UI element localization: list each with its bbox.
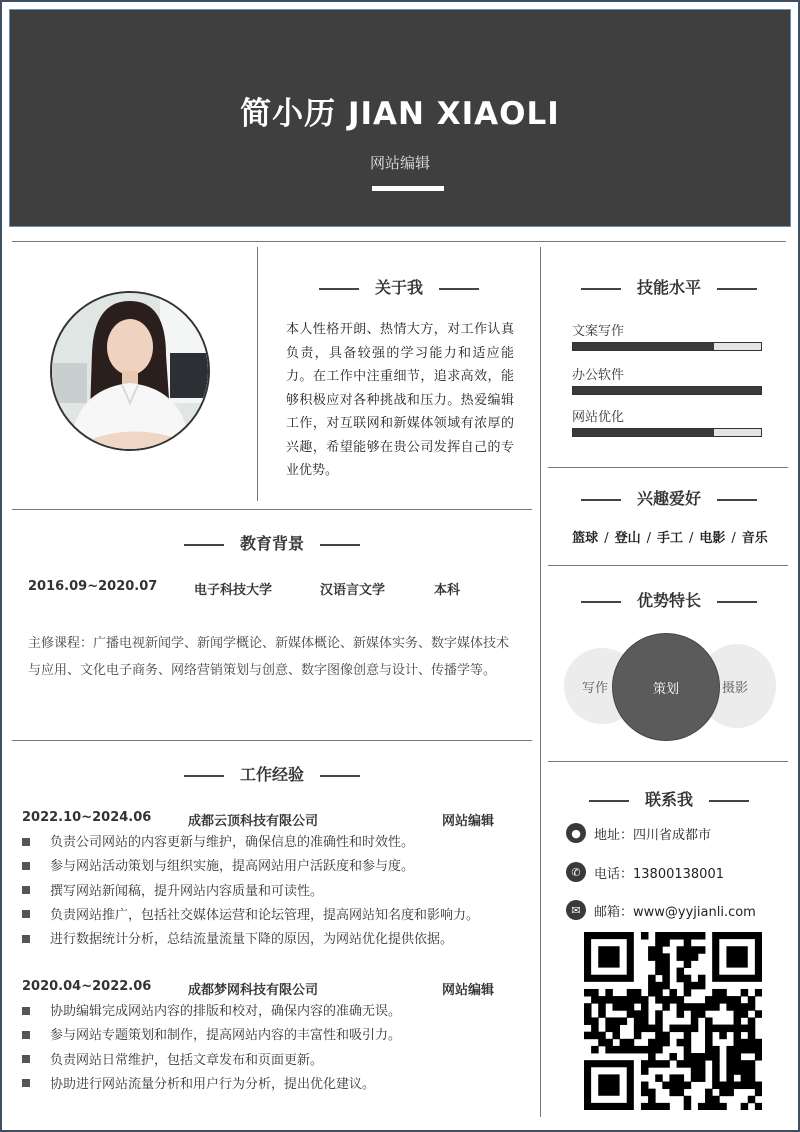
duty-text: 协助进行网站流量分析和用户行为分析，提出优化建议。 bbox=[50, 1076, 376, 1092]
skills-section-title: 技能水平 bbox=[541, 275, 797, 298]
avatar bbox=[50, 291, 210, 451]
qr-code bbox=[584, 932, 762, 1110]
contact-address bbox=[566, 823, 711, 843]
duty-text: 协助编辑完成网站内容的排版和校对，确保内容的准确无误。 bbox=[50, 1004, 402, 1019]
strength-circle-center: 策划 bbox=[612, 633, 720, 741]
divider bbox=[548, 565, 788, 566]
skill-bar-fill bbox=[573, 343, 714, 350]
bullet-icon bbox=[22, 862, 30, 870]
hobby-item: 篮球 bbox=[572, 531, 599, 546]
bullet-icon bbox=[22, 886, 30, 894]
strengths-section-title: 优势特长 bbox=[541, 588, 797, 611]
header-underline bbox=[372, 186, 444, 191]
education-period: 2016.09~2020.07 bbox=[28, 579, 158, 594]
job-1-duties bbox=[22, 831, 522, 952]
skill-label: 文案写作 bbox=[572, 324, 625, 339]
phone-text: 电话：13800138001 bbox=[594, 866, 724, 882]
bullet-icon bbox=[22, 1079, 30, 1087]
divider bbox=[548, 467, 788, 468]
skill-bar-fill bbox=[573, 429, 714, 436]
bullet-icon bbox=[22, 1007, 30, 1015]
hobby-item: 音乐 bbox=[741, 531, 768, 546]
skill-bar bbox=[572, 428, 762, 437]
skill-bar bbox=[572, 342, 762, 351]
bullet-icon bbox=[22, 838, 30, 846]
job-1-position: 网站编辑 bbox=[442, 814, 495, 829]
skill-item bbox=[572, 406, 762, 437]
address-text: 地址：四川省成都市 bbox=[594, 827, 712, 843]
skill-bar bbox=[572, 386, 762, 395]
candidate-name: 简小历 JIAN XIAOLI bbox=[240, 96, 560, 132]
mail-icon: ✉ bbox=[566, 900, 586, 920]
duty-text: 负责网站日常维护，包括文章发布和页面更新。 bbox=[50, 1052, 324, 1068]
duty-item bbox=[22, 831, 522, 855]
skill-item bbox=[572, 320, 762, 351]
email-text: 邮箱：www@yyjianli.com bbox=[594, 904, 756, 920]
skill-item bbox=[572, 364, 762, 395]
duty-text: 撰写网站新闻稿，提升网站内容质量和可读性。 bbox=[50, 883, 324, 899]
hobby-separator: / bbox=[731, 531, 736, 546]
hobby-separator: / bbox=[689, 531, 694, 546]
job-2-position: 网站编辑 bbox=[442, 983, 495, 998]
duty-text: 负责公司网站的内容更新与维护，确保信息的准确性和时效性。 bbox=[50, 835, 415, 850]
hobbies-section-title: 兴趣爱好 bbox=[541, 486, 797, 509]
bullet-icon bbox=[22, 910, 30, 918]
duty-text: 参与网站专题策划和制作，提高网站内容的丰富性和吸引力。 bbox=[50, 1028, 402, 1044]
duty-item bbox=[22, 904, 522, 928]
contact-email bbox=[566, 900, 756, 920]
education-section-title: 教育背景 bbox=[12, 531, 532, 554]
hobby-item: 登山 bbox=[614, 531, 641, 546]
duty-item bbox=[22, 1024, 522, 1048]
strength-circle-right: 摄影 bbox=[698, 644, 776, 728]
phone-icon: ✆ bbox=[566, 862, 586, 882]
portrait-illustration bbox=[52, 293, 208, 449]
contact-phone bbox=[566, 862, 724, 882]
contact-section-title: 联系我 bbox=[541, 787, 797, 810]
duty-text: 参与网站活动策划与组织实施，提高网站用户活跃度和参与度。 bbox=[50, 859, 415, 875]
about-section-title: 关于我 bbox=[258, 275, 540, 298]
job-1-period: 2022.10~2024.06 bbox=[22, 810, 152, 825]
strength-circle-left: 写作 bbox=[564, 648, 640, 724]
bullet-icon bbox=[22, 1055, 30, 1063]
duty-item bbox=[22, 1073, 522, 1097]
divider bbox=[12, 241, 786, 242]
job-title: 网站编辑 bbox=[369, 154, 430, 172]
resume-header bbox=[9, 9, 791, 227]
duty-item bbox=[22, 880, 522, 904]
duty-text: 进行数据统计分析，总结流量流量下降的原因，为网站优化提供依据。 bbox=[50, 932, 454, 948]
job-2-period: 2020.04~2022.06 bbox=[22, 979, 152, 994]
skill-bar-fill bbox=[573, 387, 761, 394]
education-courses: 主修课程：广播电视新闻学、新闻学概论、新媒体概论、新媒体实务、数字媒体技术与应用、文化电子商务、网络营销策划与创意、数字图像创意与设计、传播学等。 bbox=[28, 636, 510, 678]
duty-item bbox=[22, 1000, 522, 1024]
divider bbox=[540, 247, 541, 1117]
bullet-icon bbox=[22, 935, 30, 943]
divider bbox=[548, 761, 788, 762]
education-degree: 本科 bbox=[434, 583, 461, 598]
bullet-icon bbox=[22, 1031, 30, 1039]
education-major: 汉语言文学 bbox=[320, 583, 386, 598]
job-1-company: 成都云顶科技有限公司 bbox=[188, 814, 319, 829]
duty-item bbox=[22, 1049, 522, 1073]
education-school: 电子科技大学 bbox=[194, 583, 273, 598]
skill-label: 办公软件 bbox=[572, 368, 625, 383]
skill-label: 网站优化 bbox=[572, 410, 625, 425]
hobby-separator: / bbox=[646, 531, 651, 546]
location-icon: ● bbox=[566, 823, 586, 843]
duty-item bbox=[22, 855, 522, 879]
divider bbox=[12, 740, 532, 741]
about-text: 本人性格开朗、热情大方，对工作认真负责，具备较强的学习能力和适应能力。在工作中注重细节，追求高效，能够积极应对各种挑战和压力。热爱编辑工作，对互联网和新媒体领域有浓厚的兴趣，希望能够在贵公司发挥自己的专业优势。 bbox=[286, 322, 514, 478]
divider bbox=[12, 509, 532, 510]
hobby-item: 电影 bbox=[699, 531, 726, 546]
hobby-separator: / bbox=[604, 531, 609, 546]
duty-text: 负责网站推广，包括社交媒体运营和论坛管理，提高网站知名度和影响力。 bbox=[50, 907, 480, 923]
job-2-duties bbox=[22, 1000, 522, 1097]
duty-item bbox=[22, 928, 522, 952]
job-2-company: 成都梦网科技有限公司 bbox=[188, 983, 319, 998]
hobbies-list bbox=[550, 527, 790, 546]
work-section-title: 工作经验 bbox=[12, 762, 532, 785]
hobby-item: 手工 bbox=[656, 531, 683, 546]
